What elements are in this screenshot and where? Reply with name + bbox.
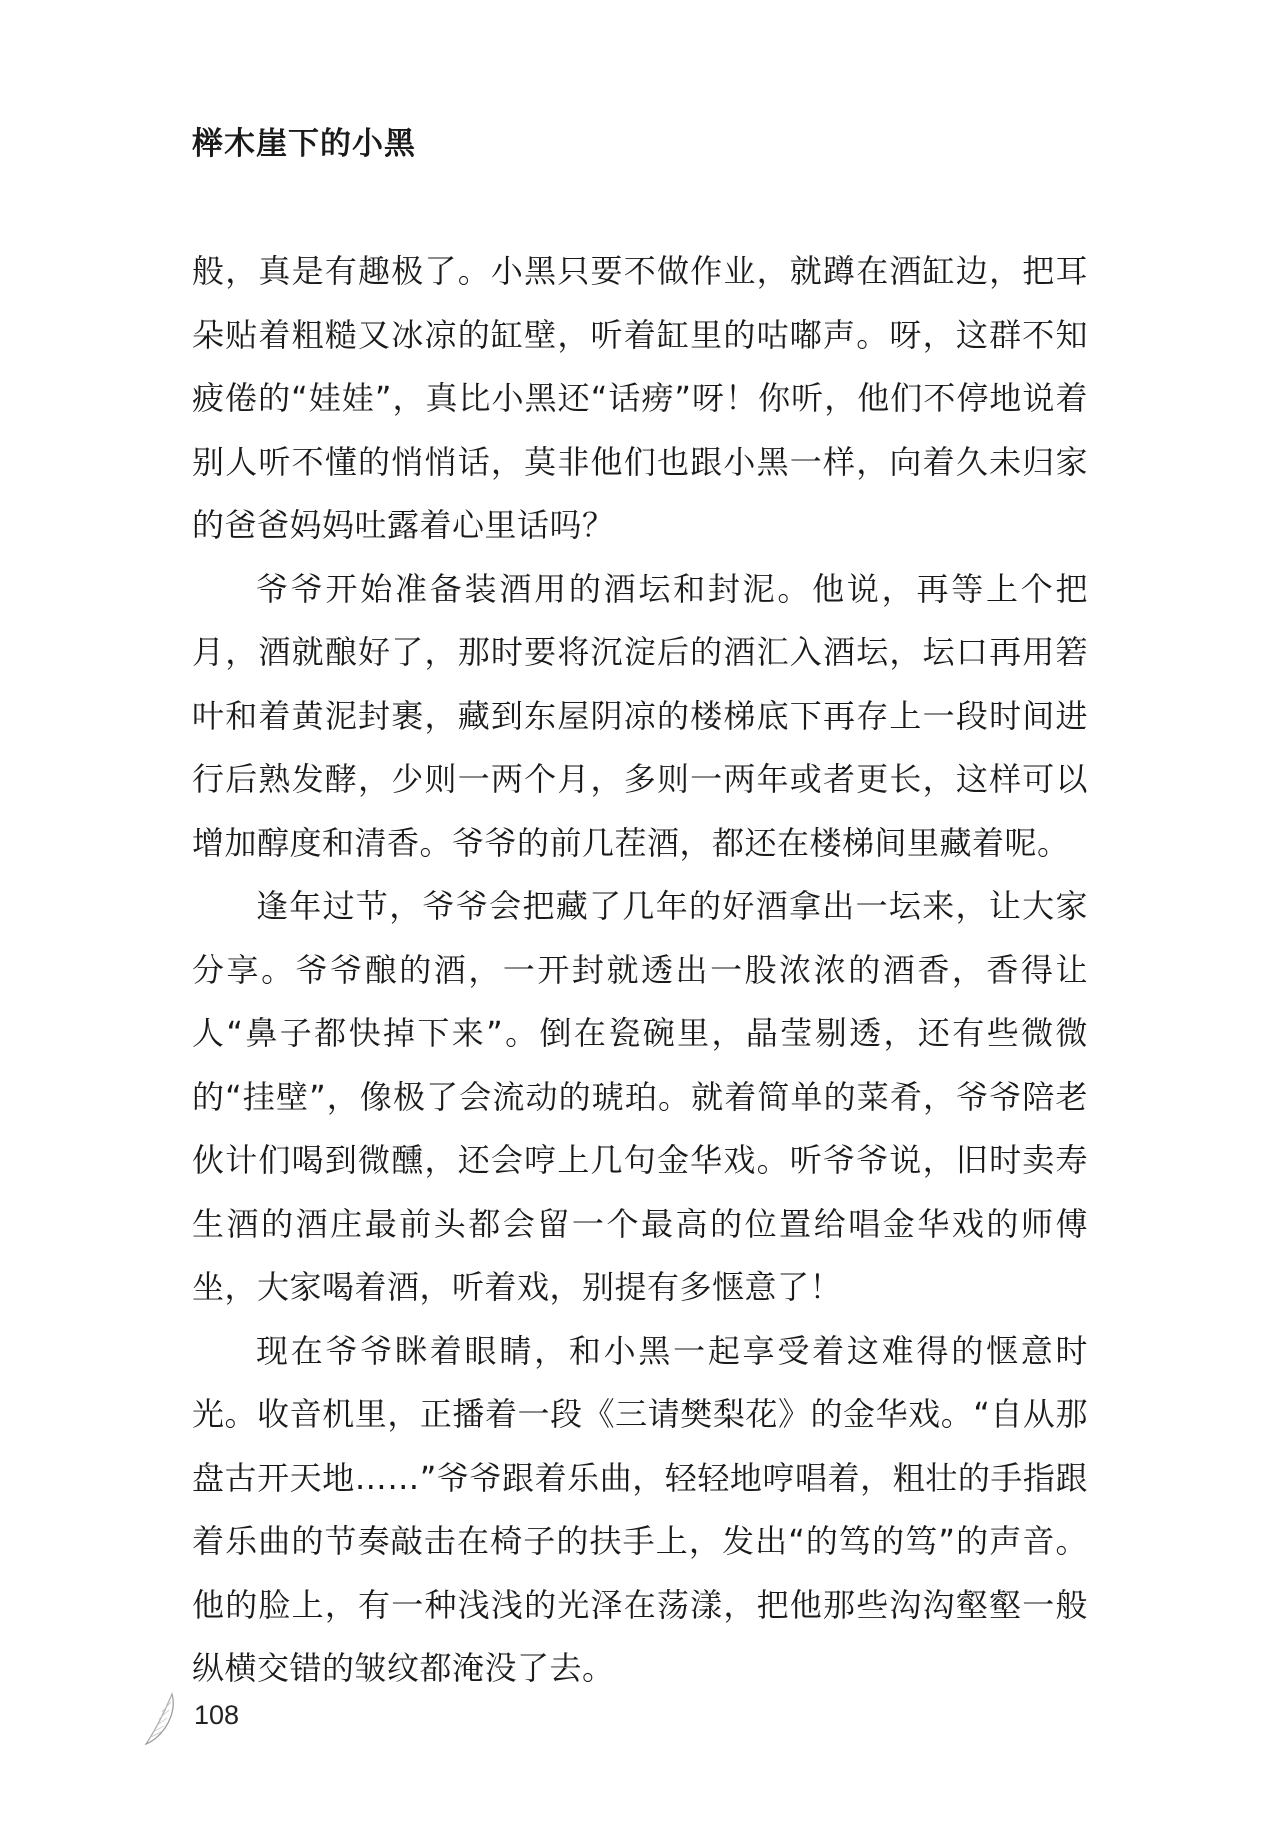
body-text: [192, 240, 1088, 1701]
feather-icon: [142, 1690, 188, 1746]
paragraph: 逢年过节，爷爷会把藏了几年的好酒拿出一坛来，让大家分享。爷爷酿的酒，一开封就透出一股浓浓的酒香，香得让人“鼻子都快掉下来”。倒在瓷碗里，晶莹剔透，还有些微微的“挂壁”，像极了会流动的琥珀。就着简单的菜肴，爷爷陪老伙计们喝到微醺，还会哼上几句金华戏。听爷爷说，旧时卖寿生酒的酒庄最前头都会留一个最高的位置给唱金华戏的师傅坐，大家喝着酒，听着戏，别提有多惬意了！: [192, 887, 1088, 1306]
paragraph-continued: 般，真是有趣极了。小黑只要不做作业，就蹲在酒缸边，把耳朵贴着粗糙又冰凉的缸壁，听着缸里的咕嘟声。呀，这群不知疲倦的“娃娃”，真比小黑还“话痨”呀！你听，他们不停地说着别人听不懂的悄悄话，莫非他们也跟小黑一样，向着久未归家的爸爸妈妈吐露着心里话吗？: [192, 252, 1088, 544]
paragraph: 现在爷爷眯着眼睛，和小黑一起享受着这难得的惬意时光。收音机里，正播着一段《三请樊梨花》的金华戏。“自从那盘古开天地……”爷爷跟着乐曲，轻轻地哼唱着，粗壮的手指跟着乐曲的节奏敲击在椅子的扶手上，发出“的笃的笃”的声音。他的脸上，有一种浅浅的光泽在荡漾，把他那些沟沟壑壑一般纵横交错的皱纹都淹没了去。: [192, 1331, 1088, 1687]
paragraph: 爷爷开始准备装酒用的酒坛和封泥。他说，再等上个把月，酒就酿好了，那时要将沉淀后的酒汇入酒坛，坛口再用箬叶和着黄泥封裹，藏到东屋阴凉的楼梯底下再存上一段时间进行后熟发酵，少则一两个月，多则一两年或者更长，这样可以增加醇度和清香。爷爷的前几茬酒，都还在楼梯间里藏着呢。: [192, 569, 1088, 862]
page-folio: [142, 1690, 262, 1746]
page-number: 108: [194, 1700, 240, 1730]
running-title: 榉木崖下的小黑: [192, 126, 416, 162]
